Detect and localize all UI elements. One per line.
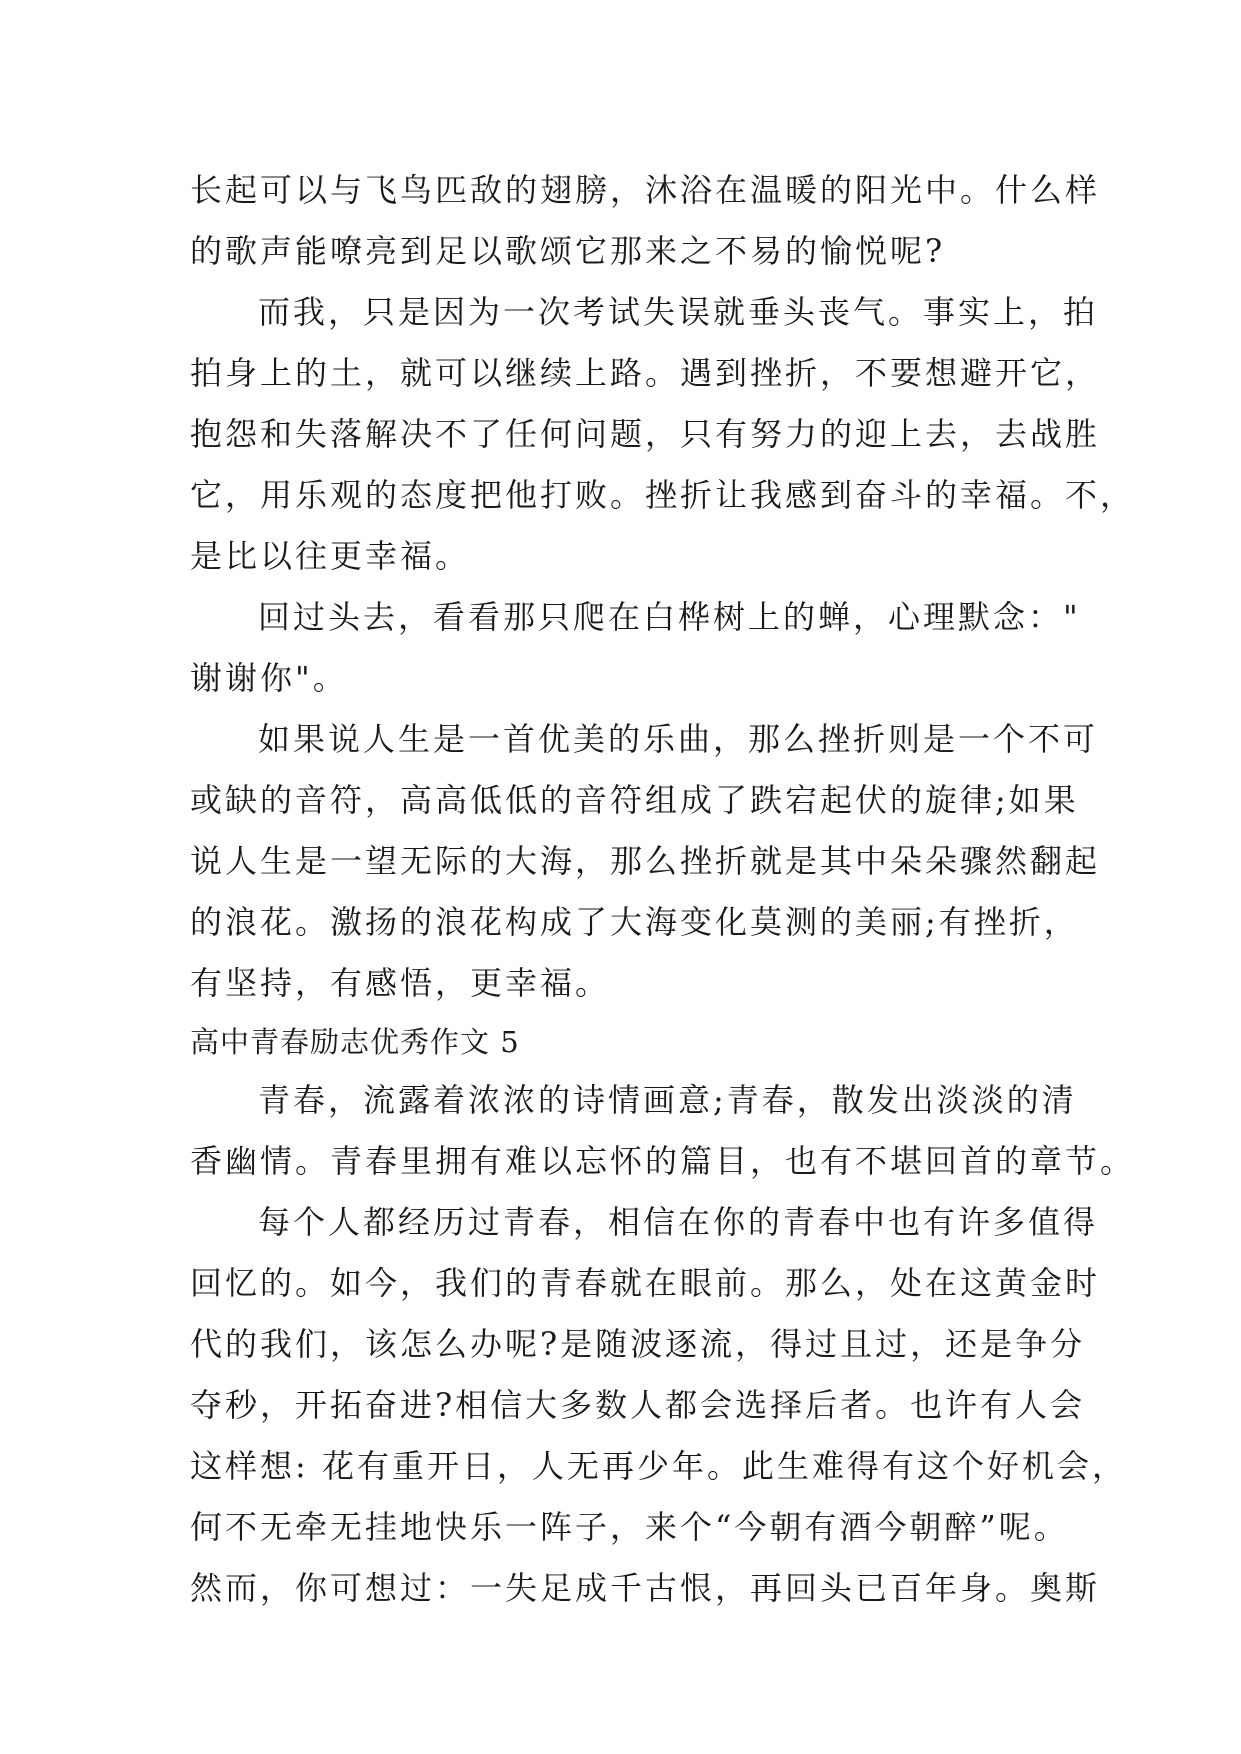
paragraph — [190, 1070, 1136, 1192]
text-line: 拍身上的土，就可以继续上路。遇到挫折，不要想避开它， — [190, 354, 1101, 392]
text-line: 的浪花。激扬的浪花构成了大海变化莫测的美丽;有挫折， — [190, 903, 1079, 941]
paragraph — [190, 1192, 1127, 1619]
paragraph — [190, 709, 1101, 1014]
text-line: 是比以往更幸福。 — [190, 537, 471, 575]
text-line: 说人生是一望无际的大海，那么挫折就是其中朵朵骤然翻起 — [190, 842, 1101, 880]
section-heading: 高中青春励志优秀作文 5 — [190, 1025, 520, 1059]
text-line: 抱怨和失落解决不了任何问题，只有努力的迎上去，去战胜 — [190, 415, 1101, 453]
text-line: 回过头去，看看那只爬在白桦树上的蝉，心理默念：" — [258, 598, 1081, 636]
text-line: 谢谢你"。 — [190, 659, 348, 697]
text-line: 或缺的音符，高高低低的音符组成了跌宕起伏的旋律;如果 — [190, 781, 1079, 819]
paragraph — [190, 587, 1081, 709]
text-line: 如果说人生是一首优美的乐曲，那么挫折则是一个不可 — [258, 720, 1099, 758]
text-line: 代的我们，该怎么办呢?是随波逐流，得过且过，还是争分 — [190, 1325, 1086, 1363]
text-line: 而我，只是因为一次考试失误就垂头丧气。事实上，拍 — [258, 293, 1099, 331]
text-line: 夺秒，开拓奋进?相信大多数人都会选择后者。也许有人会 — [190, 1386, 1086, 1424]
text-line: 每个人都经历过青春，相信在你的青春中也有许多值得 — [258, 1203, 1099, 1241]
text-line: 回忆的。如今，我们的青春就在眼前。那么，处在这黄金时 — [190, 1264, 1101, 1302]
text-line: 何不无牵无挂地快乐一阵子，来个“今朝有酒今朝醉”呢。 — [190, 1508, 1069, 1546]
text-line: 的歌声能嘹亮到足以歌颂它那来之不易的愉悦呢? — [190, 232, 946, 270]
text-line: 长起可以与飞鸟匹敌的翅膀，沐浴在温暖的阳光中。什么样 — [190, 171, 1101, 209]
text-line: 它，用乐观的态度把他打败。挫折让我感到奋斗的幸福。不， — [190, 476, 1136, 514]
text-line: 香幽情。青春里拥有难以忘怀的篇目，也有不堪回首的章节。 — [190, 1142, 1136, 1180]
text-line: 有坚持，有感悟，更幸福。 — [190, 964, 611, 1002]
text-line: 然而，你可想过：一失足成千古恨，再回头已百年身。奥斯 — [190, 1569, 1101, 1607]
paragraph — [190, 282, 1136, 587]
paragraph — [190, 160, 1101, 282]
text-line: 这样想: 花有重开日，人无再少年。此生难得有这个好机会， — [190, 1447, 1127, 1485]
text-line: 青春，流露着浓浓的诗情画意;青春，散发出淡淡的清 — [258, 1081, 1077, 1119]
document-body — [190, 160, 1136, 1619]
